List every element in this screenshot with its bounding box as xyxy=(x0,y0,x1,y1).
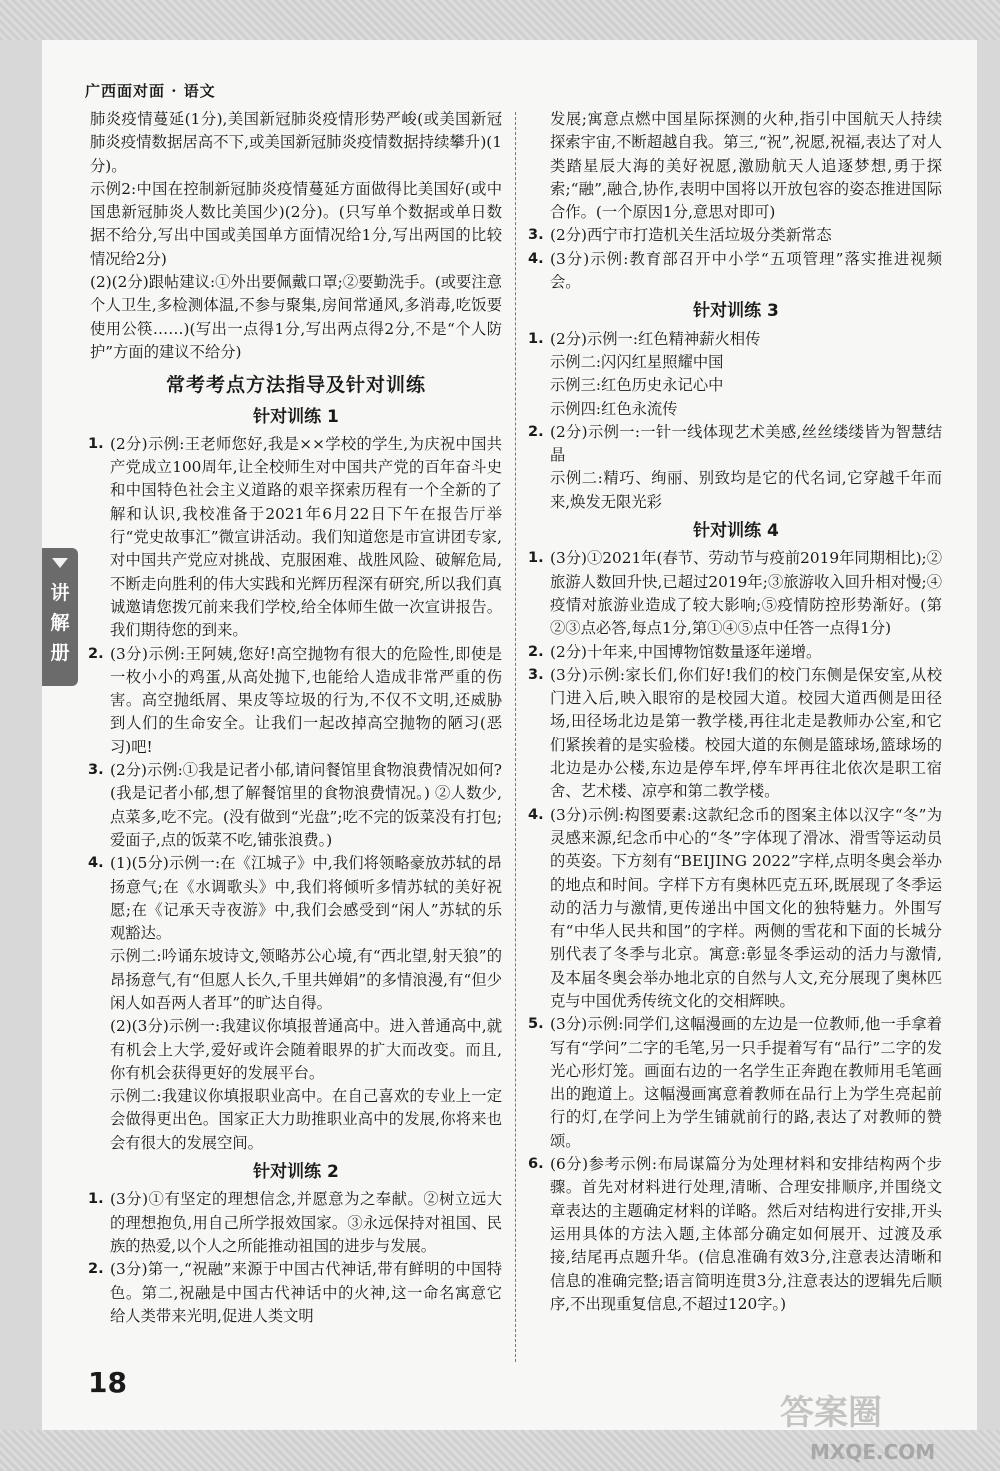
item-number: 1. xyxy=(528,330,544,347)
answer-item xyxy=(530,1013,942,1153)
watermark-logo: 答案圈 xyxy=(780,1393,882,1433)
item-number: 3. xyxy=(88,762,104,779)
item-number: 5. xyxy=(528,1016,544,1033)
section-title: 常考考点方法指导及针对训练 xyxy=(165,374,426,397)
item-text: (3分)示例:同学们,这幅漫画的左边是一位教师,他一手拿着写有“学问”二字的毛笔,另一只手提着写有“品行”二字的发光心形灯笼。画面右边的一名学生正奔跑在教师用毛笔画出的跑道上。这幅漫画寓意着教师在品行上为学生亮起前行的灯,在学问上为学生铺就前行的路,表达了对教师的赞颂。 xyxy=(550,1015,942,1150)
answer-item xyxy=(530,248,942,295)
item-number: 4. xyxy=(528,806,544,823)
answer-item xyxy=(90,1258,502,1328)
item-number: 4. xyxy=(528,250,544,267)
left-column xyxy=(90,108,502,1328)
side-tab-char: 解 xyxy=(50,612,70,634)
item-number: 1. xyxy=(528,550,544,567)
answer-item xyxy=(530,1153,942,1316)
item-text: (2分)十年来,中国博物馆数量逐年递增。 xyxy=(550,642,822,661)
answer-item xyxy=(90,643,502,759)
item-number: 6. xyxy=(528,1156,544,1173)
item-number: 1. xyxy=(88,435,104,452)
right-column xyxy=(530,108,942,1316)
scan-top-band xyxy=(0,0,1000,40)
item-number: 4. xyxy=(88,855,104,872)
item-text: (3分)示例:构图要素:这款纪念币的图案主体以汉字“冬”为灵感来源,纪念币中心的“冬”字体现了滑冰、滑雪等运动员的英姿。下方刻有“BEIJING 2022”字样,点明冬奥会举办的地点和时间。字样下方有奥林匹克五环,既展现了冬季运动的活力与激情,更传递出中国文化的独特魅力。外围写有“中华人民共和国”的字样。两侧的雪花和下面的长城分别代表了冬季与北京。寓意:彰显冬季运动的活力与激情,及本届冬奥会举办地北京的自然与人文,充分展现了奥林匹克与中国优秀传统文化的交相辉映。 xyxy=(550,805,942,1010)
answer-item xyxy=(530,421,942,514)
training-title: 针对训练 1 xyxy=(253,406,339,427)
answer-item xyxy=(530,224,942,247)
intro-paragraph: (2)(2分)跟帖建议:①外出要佩戴口罩;②要勤洗手。(或要注意个人卫生,多检测体温,不参与聚集,房间常通风,多消毒,吃饭要使用公筷……)(写出一点得1分,写出两点得2分,不是“个人防护”方面的建议不给分) xyxy=(90,273,502,361)
item-number: 2. xyxy=(88,1261,104,1278)
item-text: (6分)参考示例:布局谋篇分为处理材料和安排结构两个步骤。首先对材料进行处理,清晰、合理安排顺序,并围绕文章表达的主题确定材料的详略。然后对结构进行安排,开头运用具体的方法入题,主体部分确定如何展开、过渡及承接,结尾再点题升华。(信息准确有效3分,注意表达清晰和信息的准确完整;语言简明连贯3分,注意表达的逻辑先后顺序,不出现重复信息,不超过120字。) xyxy=(550,1155,942,1313)
item-text: (2分)示例:①我是记者小郁,请问餐馆里食物浪费情况如何?(我是记者小郁,想了解餐馆里的食物浪费情况。) ②人数少,点菜多,吃不完。(没有做到“光盘”;吃不完的饭菜没有打包;爱面子,点的饭菜不吃,铺张浪费。) xyxy=(110,761,502,849)
continued-text: 发展;寓意点燃中国星际探测的火种,指引中国航天人持续探索宇宙,不断超越自我。第三,“祝”,祝愿,祝福,表达了对人类踏星辰大海的美好祝愿,激励航天人追逐梦想,勇于探索;“融”,融合,协作,表明中国将以开放包容的姿态推进国际合作。(一个原因1分,意思对即可) xyxy=(550,110,942,222)
item-number: 3. xyxy=(528,666,544,683)
intro-paragraph: 肺炎疫情蔓延(1分),美国新冠肺炎疫情形势严峻(或美国新冠肺炎疫情数据居高不下,或美国新冠肺炎疫情数据持续攀升)(1分)。 xyxy=(90,110,502,175)
answer-item xyxy=(530,664,942,804)
side-tab-label xyxy=(42,578,78,668)
triangle-icon xyxy=(52,558,68,568)
item-text: (3分)示例:王阿姨,您好!高空抛物有很大的危险性,即使是一枚小小的鸡蛋,从高处抛下,也能给人造成非常严重的伤害。高空抛纸屑、果皮等垃圾的行为,不仅不文明,还威胁到人们的生命安全。让我们一起改掉高空抛物的陋习(恶习)吧! xyxy=(110,644,502,756)
item-text: (2分)示例一:一针一线体现艺术美感,丝丝缕缕皆为智慧结晶 示例二:精巧、绚丽、别致均是它的代名词,它穿越千年而来,焕发无限光彩 xyxy=(550,422,942,511)
training-title: 针对训练 2 xyxy=(253,1162,339,1183)
item-text: (2分)示例:王老师您好,我是××学校的学生,为庆祝中国共产党成立100周年,让全校师生对中国共产党的百年奋斗史和中国特色社会主义道路的艰辛探索历程有一个全新的了解和认识,我校准备于2021年6月22日下午在报告厅举行“党史故事汇”微宣讲活动。我们知道您是市宣讲团专家,对中国共产党应对挑战、克服困难、战胜风险、破解危局,不断走向胜利的伟大实践和光辉历程深有研究,所以我们真诚邀请您拨冗前来我们学校,给全体师生做一次宣讲报告。我们期待您的到来。 xyxy=(110,434,502,640)
item-text: (3分)示例:教育部召开中小学“五项管理”落实推进视频会。 xyxy=(550,249,942,292)
item-text: (3分)①2021年(春节、劳动节与疫前2019年同期相比);②旅游人数回升快,已超过2019年;③旅游收入回升相对慢;④疫情对旅游业造成了较大影响;⑤疫情防控形势渐好。(第②③点必答,每点1分,第①④⑤点中任答一点得1分) xyxy=(550,549,942,638)
item-text: (2分)示例一:红色精神薪火相传 示例二:闪闪红星照耀中国 示例三:红色历史永记心中 示例四:红色永流传 xyxy=(550,329,761,418)
item-text: (1)(5分)示例一:在《江城子》中,我们将领略豪放苏轼的昂扬意气;在《水调歌头》中,我们将倾听多情苏轼的美好祝愿;在《记承天寺夜游》中,我们会感受到“闲人”苏轼的乐观豁达。 示例二:吟诵东坡诗文,领略苏公心境,有“西北望,射天狼”的昂扬意气,有“但愿人长久,千里共婵娟”的多情浪漫,有“但少闲人如吾两人者耳”的旷达自得。 (2)(3分)示例一:我建议你填报普通高中。进入普通高中,就有机会上大学,爱好或许会随着眼界的扩大而改变。而且,你有机会获得更好的发展平台。 示例二:我建议你填报职业高中。在自己喜欢的专业上一定会做得更出色。国家正大力助推职业高中的发展,你将来也会有很大的发展空间。 xyxy=(110,854,502,1152)
training-title: 针对训练 3 xyxy=(693,301,779,322)
page-number: 18 xyxy=(88,1366,127,1399)
item-text: (3分)示例:家长们,你们好!我们的校门东侧是保安室,从校门进入后,映入眼帘的是校园大道。校园大道西侧是田径场,田径场北边是第一教学楼,再往北走是教师办公室,和它们紧挨着的是实验楼。校园大道的东侧是篮球场,篮球场的北边是办公楼,东边是停车坪,停车坪再往北依次是职工宿舍、艺术楼、凉亭和第二教学楼。 xyxy=(550,665,942,801)
answer-item xyxy=(530,328,942,421)
answer-item xyxy=(90,759,502,852)
page-header: 广西面对面 · 语文 xyxy=(85,82,216,100)
training-title: 针对训练 4 xyxy=(693,521,779,542)
item-text: (3分)第一,“祝融”来源于中国古代神话,带有鲜明的中国特色。第二,祝融是中国古代神话中的火神,这一命名寓意它给人类带来光明,促进人类文明 xyxy=(110,1260,502,1325)
side-tab xyxy=(42,548,78,686)
intro-paragraph: 示例2:中国在控制新冠肺炎疫情蔓延方面做得比美国好(或中国患新冠肺炎人数比美国少)(2分)。(只写单个数据或单日数据不给分,写出中国或美国单方面情况给1分,写出两国的比较情况给2分) xyxy=(90,179,502,268)
item-text: (2分)西宁市打造机关生活垃圾分类新常态 xyxy=(550,226,832,245)
item-number: 2. xyxy=(528,643,544,660)
answer-item xyxy=(90,433,502,643)
answer-item xyxy=(90,852,502,1155)
watermark-url: MXQE.COM xyxy=(810,1440,936,1464)
answer-item xyxy=(90,1188,502,1258)
side-tab-char: 册 xyxy=(50,642,70,664)
item-number: 3. xyxy=(528,227,544,244)
side-tab-char: 讲 xyxy=(50,582,70,604)
answer-item xyxy=(530,804,942,1014)
answer-item xyxy=(530,641,942,664)
item-text: (3分)①有坚定的理想信念,并愿意为之奉献。②树立远大的理想抱负,用自己所学报效国家。③永远保持对祖国、民族的热爱,以个人之所能推动祖国的进步与发展。 xyxy=(110,1190,502,1255)
answer-item xyxy=(530,547,942,640)
item-number: 2. xyxy=(88,645,104,662)
item-number: 2. xyxy=(528,423,544,440)
item-number: 1. xyxy=(88,1191,104,1208)
column-divider xyxy=(515,112,516,1362)
